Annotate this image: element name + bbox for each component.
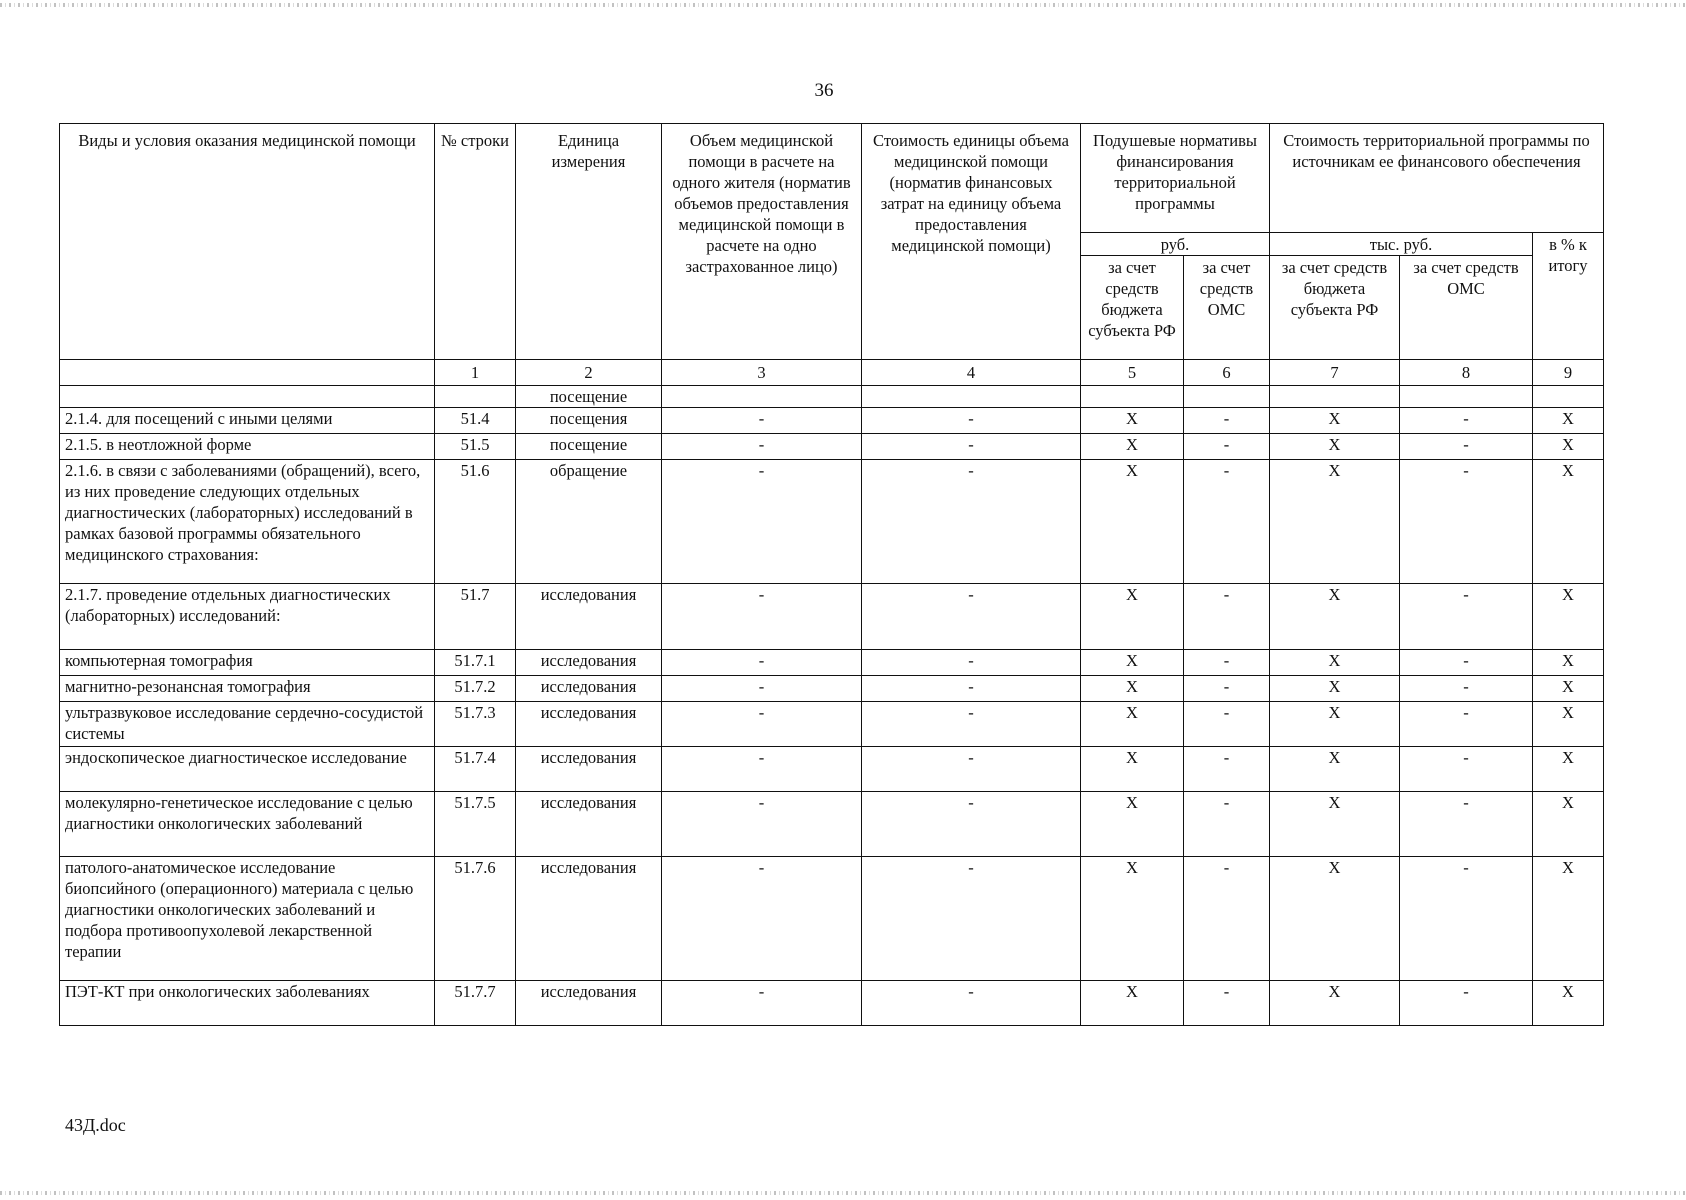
budget-table bbox=[59, 123, 1604, 1026]
cell-cost-oms: - bbox=[1400, 857, 1533, 981]
column-numbers-row bbox=[60, 360, 1604, 386]
cell-cost-oms: - bbox=[1400, 702, 1533, 747]
continuation-cell bbox=[662, 386, 862, 408]
cell-pct-total: X bbox=[1533, 460, 1604, 584]
continuation-cell bbox=[1270, 386, 1400, 408]
cell-unit-cost: - bbox=[862, 650, 1081, 676]
row-number: 51.7.2 bbox=[435, 676, 516, 702]
row-name: магнитно-резонансная томография bbox=[60, 676, 435, 702]
cell-cost-budget: X bbox=[1270, 981, 1400, 1026]
cell-cost-budget: X bbox=[1270, 857, 1400, 981]
column-number: 6 bbox=[1184, 360, 1270, 386]
row-name: 2.1.4. для посещений с иными целями bbox=[60, 408, 435, 434]
header-unit-cost: Стоимость единицы объема медицинской помощи (норматив финансовых затрат на единицу объема предоставления медицинской помощи) bbox=[862, 124, 1081, 360]
table-row bbox=[60, 857, 1604, 981]
cell-per-capita-budget: X bbox=[1081, 408, 1184, 434]
table-row bbox=[60, 650, 1604, 676]
row-number: 51.7.7 bbox=[435, 981, 516, 1026]
cell-pct-total: X bbox=[1533, 702, 1604, 747]
cell-volume: - bbox=[662, 676, 862, 702]
cell-per-capita-oms: - bbox=[1184, 650, 1270, 676]
page-number: 36 bbox=[814, 80, 834, 101]
cell-per-capita-oms: - bbox=[1184, 792, 1270, 857]
cell-pct-total: X bbox=[1533, 792, 1604, 857]
cell-pct-total: X bbox=[1533, 584, 1604, 650]
cell-cost-oms: - bbox=[1400, 460, 1533, 584]
row-name: 2.1.5. в неотложной форме bbox=[60, 434, 435, 460]
cell-cost-budget: X bbox=[1270, 676, 1400, 702]
cell-unit-cost: - bbox=[862, 857, 1081, 981]
cell-volume: - bbox=[662, 702, 862, 747]
cell-per-capita-oms: - bbox=[1184, 584, 1270, 650]
row-name: 2.1.7. проведение отдельных диагностических (лабораторных) исследований: bbox=[60, 584, 435, 650]
row-number: 51.7.3 bbox=[435, 702, 516, 747]
cell-unit-cost: - bbox=[862, 981, 1081, 1026]
row-number: 51.5 bbox=[435, 434, 516, 460]
cell-per-capita-oms: - bbox=[1184, 408, 1270, 434]
header-row-no: № строки bbox=[435, 124, 516, 360]
header-budget-7: за счет средств бюджета субъекта РФ bbox=[1270, 256, 1400, 360]
header-unit-thousand-rub: тыс. руб. bbox=[1270, 233, 1533, 256]
header-oms-6: за счет средств ОМС bbox=[1184, 256, 1270, 360]
header-kind: Виды и условия оказания медицинской помощи bbox=[60, 124, 435, 360]
continuation-cell bbox=[1184, 386, 1270, 408]
cell-cost-budget: X bbox=[1270, 702, 1400, 747]
row-name: ультразвуковое исследование сердечно-сосудистой системы bbox=[60, 702, 435, 747]
continuation-unit: посещение bbox=[516, 386, 662, 408]
row-number: 51.7.5 bbox=[435, 792, 516, 857]
row-unit: посещения bbox=[516, 408, 662, 434]
cell-per-capita-budget: X bbox=[1081, 434, 1184, 460]
continuation-cell bbox=[1081, 386, 1184, 408]
row-unit: исследования bbox=[516, 702, 662, 747]
scan-edge-top bbox=[0, 3, 1686, 7]
row-name: ПЭТ-КТ при онкологических заболеваниях bbox=[60, 981, 435, 1026]
cell-pct-total: X bbox=[1533, 747, 1604, 792]
cell-cost-oms: - bbox=[1400, 434, 1533, 460]
cell-cost-budget: X bbox=[1270, 408, 1400, 434]
continuation-cell bbox=[435, 386, 516, 408]
cell-unit-cost: - bbox=[862, 408, 1081, 434]
table-row bbox=[60, 408, 1604, 434]
header-budget-5: за счет средств бюджета субъекта РФ bbox=[1081, 256, 1184, 360]
cell-volume: - bbox=[662, 650, 862, 676]
column-number: 5 bbox=[1081, 360, 1184, 386]
row-number: 51.6 bbox=[435, 460, 516, 584]
cell-per-capita-budget: X bbox=[1081, 857, 1184, 981]
row-unit: обращение bbox=[516, 460, 662, 584]
cell-pct-total: X bbox=[1533, 650, 1604, 676]
continuation-cell bbox=[1533, 386, 1604, 408]
row-name: эндоскопическое диагностическое исследование bbox=[60, 747, 435, 792]
column-number: 2 bbox=[516, 360, 662, 386]
cell-pct-total: X bbox=[1533, 408, 1604, 434]
cell-cost-budget: X bbox=[1270, 792, 1400, 857]
cell-volume: - bbox=[662, 460, 862, 584]
row-number: 51.7 bbox=[435, 584, 516, 650]
cell-cost-oms: - bbox=[1400, 408, 1533, 434]
cell-unit-cost: - bbox=[862, 460, 1081, 584]
scan-edge-bottom bbox=[0, 1191, 1686, 1195]
row-name: 2.1.6. в связи с заболеваниями (обращений), всего, из них проведение следующих отдельных диагностических (лабораторных) исследований в рамках базовой программы обязательного медицинского страхования: bbox=[60, 460, 435, 584]
cell-per-capita-budget: X bbox=[1081, 747, 1184, 792]
cell-pct-total: X bbox=[1533, 434, 1604, 460]
table-row bbox=[60, 747, 1604, 792]
column-number: 9 bbox=[1533, 360, 1604, 386]
cell-per-capita-budget: X bbox=[1081, 460, 1184, 584]
continuation-cell bbox=[60, 386, 435, 408]
row-number: 51.7.1 bbox=[435, 650, 516, 676]
cell-volume: - bbox=[662, 408, 862, 434]
cell-pct-total: X bbox=[1533, 857, 1604, 981]
cell-per-capita-oms: - bbox=[1184, 702, 1270, 747]
cell-cost-budget: X bbox=[1270, 460, 1400, 584]
cell-per-capita-budget: X bbox=[1081, 676, 1184, 702]
cell-per-capita-budget: X bbox=[1081, 650, 1184, 676]
header-unit-rub: руб. bbox=[1081, 233, 1270, 256]
table-row bbox=[60, 460, 1604, 584]
cell-cost-budget: X bbox=[1270, 434, 1400, 460]
cell-unit-cost: - bbox=[862, 434, 1081, 460]
column-number: 3 bbox=[662, 360, 862, 386]
cell-per-capita-oms: - bbox=[1184, 434, 1270, 460]
table-header bbox=[60, 124, 1604, 386]
cell-cost-budget: X bbox=[1270, 584, 1400, 650]
column-number: 4 bbox=[862, 360, 1081, 386]
cell-per-capita-oms: - bbox=[1184, 676, 1270, 702]
cell-per-capita-oms: - bbox=[1184, 857, 1270, 981]
cell-volume: - bbox=[662, 792, 862, 857]
footer-doc-name: 43Д.doc bbox=[65, 1115, 126, 1135]
cell-cost-oms: - bbox=[1400, 792, 1533, 857]
column-number: 8 bbox=[1400, 360, 1533, 386]
cell-unit-cost: - bbox=[862, 792, 1081, 857]
row-unit: исследования bbox=[516, 981, 662, 1026]
table-row bbox=[60, 792, 1604, 857]
cell-per-capita-budget: X bbox=[1081, 702, 1184, 747]
cell-per-capita-oms: - bbox=[1184, 460, 1270, 584]
table-row bbox=[60, 434, 1604, 460]
table-row bbox=[60, 702, 1604, 747]
cell-cost-oms: - bbox=[1400, 676, 1533, 702]
row-unit: исследования bbox=[516, 676, 662, 702]
header-volume: Объем медицинской помощи в расчете на одного жителя (норматив объемов предоставления медицинской помощи в расчете на одно застрахованное лицо) bbox=[662, 124, 862, 360]
cell-volume: - bbox=[662, 434, 862, 460]
table-row bbox=[60, 676, 1604, 702]
cell-pct-total: X bbox=[1533, 676, 1604, 702]
cell-per-capita-budget: X bbox=[1081, 792, 1184, 857]
cell-per-capita-oms: - bbox=[1184, 747, 1270, 792]
cell-cost-oms: - bbox=[1400, 584, 1533, 650]
continuation-cell bbox=[862, 386, 1081, 408]
cell-cost-oms: - bbox=[1400, 650, 1533, 676]
row-unit: исследования bbox=[516, 650, 662, 676]
header-cost-total: Стоимость территориальной программы по источникам ее финансового обеспечения bbox=[1270, 124, 1604, 233]
cell-cost-oms: - bbox=[1400, 747, 1533, 792]
header-per-capita: Подушевые нормативы финансирования территориальной программы bbox=[1081, 124, 1270, 233]
table-row bbox=[60, 981, 1604, 1026]
row-unit: посещение bbox=[516, 434, 662, 460]
cell-unit-cost: - bbox=[862, 584, 1081, 650]
row-unit: исследования bbox=[516, 584, 662, 650]
column-number-blank bbox=[60, 360, 435, 386]
cell-cost-budget: X bbox=[1270, 650, 1400, 676]
cell-cost-oms: - bbox=[1400, 981, 1533, 1026]
column-number: 7 bbox=[1270, 360, 1400, 386]
cell-volume: - bbox=[662, 981, 862, 1026]
table-body bbox=[60, 386, 1604, 1026]
row-unit: исследования bbox=[516, 857, 662, 981]
row-name: молекулярно-генетическое исследование с целью диагностики онкологических заболеваний bbox=[60, 792, 435, 857]
header-oms-8: за счет средств ОМС bbox=[1400, 256, 1533, 360]
cell-unit-cost: - bbox=[862, 747, 1081, 792]
row-name: компьютерная томография bbox=[60, 650, 435, 676]
row-number: 51.4 bbox=[435, 408, 516, 434]
table-row bbox=[60, 584, 1604, 650]
header-unit: Единица измерения bbox=[516, 124, 662, 360]
row-name: патолого-анатомическое исследование биопсийного (операционного) материала с целью диагностики онкологических заболеваний и подбора противоопухолевой лекарственной терапии bbox=[60, 857, 435, 981]
cell-per-capita-oms: - bbox=[1184, 981, 1270, 1026]
cell-unit-cost: - bbox=[862, 676, 1081, 702]
column-number: 1 bbox=[435, 360, 516, 386]
row-unit: исследования bbox=[516, 747, 662, 792]
cell-per-capita-budget: X bbox=[1081, 981, 1184, 1026]
cell-volume: - bbox=[662, 584, 862, 650]
row-unit: исследования bbox=[516, 792, 662, 857]
cell-unit-cost: - bbox=[862, 702, 1081, 747]
row-number: 51.7.6 bbox=[435, 857, 516, 981]
cell-per-capita-budget: X bbox=[1081, 584, 1184, 650]
cell-cost-budget: X bbox=[1270, 747, 1400, 792]
cell-volume: - bbox=[662, 747, 862, 792]
cell-pct-total: X bbox=[1533, 981, 1604, 1026]
cell-volume: - bbox=[662, 857, 862, 981]
continuation-cell bbox=[1400, 386, 1533, 408]
continuation-row bbox=[60, 386, 1604, 408]
row-number: 51.7.4 bbox=[435, 747, 516, 792]
header-pct-of-total: в % к итогу bbox=[1533, 233, 1604, 360]
